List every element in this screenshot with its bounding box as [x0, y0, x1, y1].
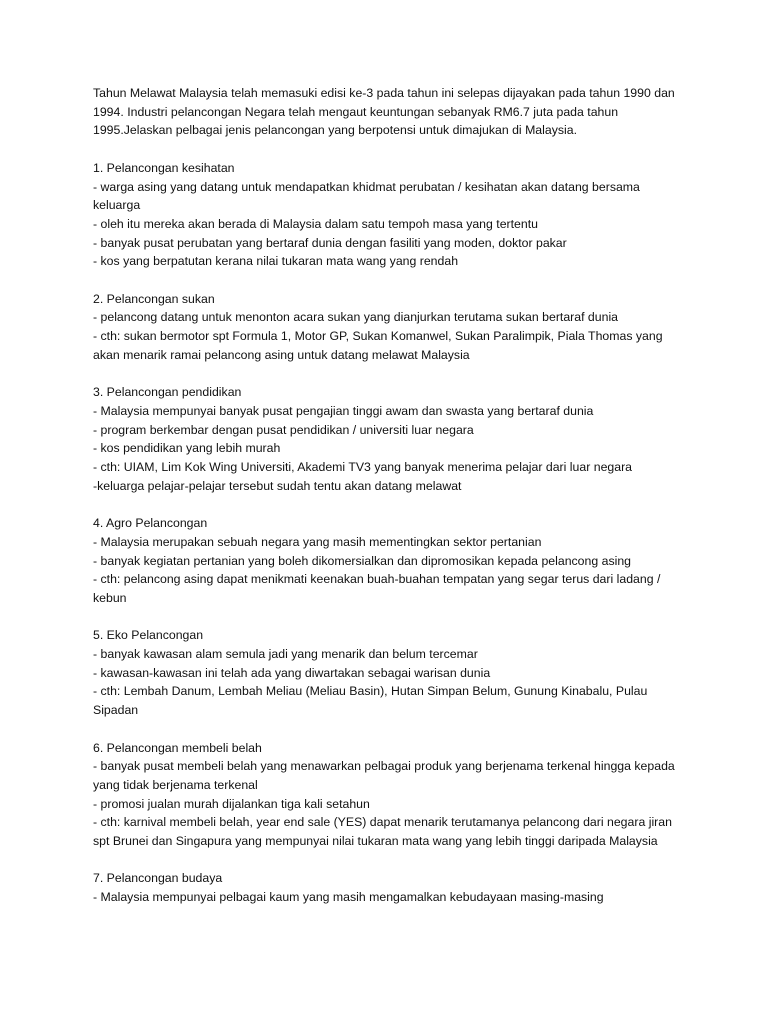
section-7 [93, 869, 683, 906]
section-point: - oleh itu mereka akan berada di Malaysia dalam satu tempoh masa yang tertentu [93, 216, 538, 231]
section-point: - banyak kegiatan pertanian yang boleh dikomersialkan dan dipromosikan kepada pelancong asing [93, 553, 632, 568]
section-5 [93, 626, 683, 720]
section-point: - Malaysia mempunyai pelbagai kaum yang masih mengamalkan kebudayaan masing-masing [93, 890, 604, 905]
section-point: - banyak pusat membeli belah yang menawarkan pelbagai produk yang berjenama terkenal hingga kepada yang tidak berjenama terkenal [93, 759, 675, 792]
section-6 [93, 739, 683, 851]
document-page [93, 84, 683, 926]
section-point: - kawasan-kawasan ini telah ada yang diwartakan sebagai warisan dunia [93, 665, 491, 680]
intro-paragraph: Tahun Melawat Malaysia telah memasuki edisi ke-3 pada tahun ini selepas dijayakan pada tahun 1990 dan 1994. Industri pelancongan Negara telah mengaut keuntungan sebanyak RM6.7 juta pada tahun 1995.Jelaskan pelbagai jenis pelancongan yang berpotensi untuk dimajukan di Malaysia. [93, 86, 675, 138]
section-title: 5. Eko Pelancongan [93, 628, 204, 643]
section-3 [93, 383, 683, 495]
section-point: - Malaysia mempunyai banyak pusat pengajian tinggi awam dan swasta yang bertaraf dunia [93, 403, 594, 418]
section-point: - cth: Lembah Danum, Lembah Meliau (Meliau Basin), Hutan Simpan Belum, Gunung Kinabalu, Pulau Sipadan [93, 684, 648, 718]
section-point: - banyak kawasan alam semula jadi yang menarik dan belum tercemar [93, 647, 478, 662]
section-point: - pelancong datang untuk menonton acara sukan yang dianjurkan terutama sukan bertaraf dunia [93, 310, 619, 325]
section-point: - cth: karnival membeli belah, year end sale (YES) dapat menarik terutamanya pelancong dari negara jiran spt Brunei dan Singapura yang mempunyai nilai tukaran mata wang yang lebih tinggi daripada Malaysia [93, 815, 672, 849]
section-point: -keluarga pelajar-pelajar tersebut sudah tentu akan datang melawat [93, 478, 462, 493]
section-title: 2. Pelancongan sukan [93, 291, 215, 306]
section-title: 6. Pelancongan membeli belah [93, 740, 262, 755]
section-point: - cth: UIAM, Lim Kok Wing Universiti, Akademi TV3 yang banyak menerima pelajar dari luar negara [93, 460, 633, 475]
section-point: - promosi jualan murah dijalankan tiga kali setahun [93, 796, 370, 811]
section-1 [93, 159, 683, 271]
section-point: - program berkembar dengan pusat pendidikan / universiti luar negara [93, 422, 474, 437]
section-point: - Malaysia merupakan sebuah negara yang masih mementingkan sektor pertanian [93, 534, 542, 549]
section-title: 3. Pelancongan pendidikan [93, 385, 242, 400]
section-point: - cth: sukan bermotor spt Formula 1, Motor GP, Sukan Komanwel, Sukan Paralimpik, Piala Thomas yang akan menarik ramai pelancong asing untuk datang melawat Malaysia [93, 329, 663, 362]
section-point: - kos yang berpatutan kerana nilai tukaran mata wang yang rendah [93, 254, 459, 269]
section-title: 4. Agro Pelancongan [93, 516, 208, 531]
section-title: 1. Pelancongan kesihatan [93, 160, 235, 175]
section-point: - warga asing yang datang untuk mendapatkan khidmat perubatan / kesihatan akan datang bersama keluarga [93, 179, 640, 213]
section-title: 7. Pelancongan budaya [93, 871, 223, 886]
section-point: - banyak pusat perubatan yang bertaraf dunia dengan fasiliti yang moden, doktor pakar [93, 235, 567, 250]
section-2 [93, 290, 683, 365]
section-point: - cth: pelancong asing dapat menikmati keenakan buah-buahan tempatan yang segar terus dari ladang / kebun [93, 572, 661, 605]
section-4 [93, 514, 683, 608]
section-point: - kos pendidikan yang lebih murah [93, 441, 281, 456]
